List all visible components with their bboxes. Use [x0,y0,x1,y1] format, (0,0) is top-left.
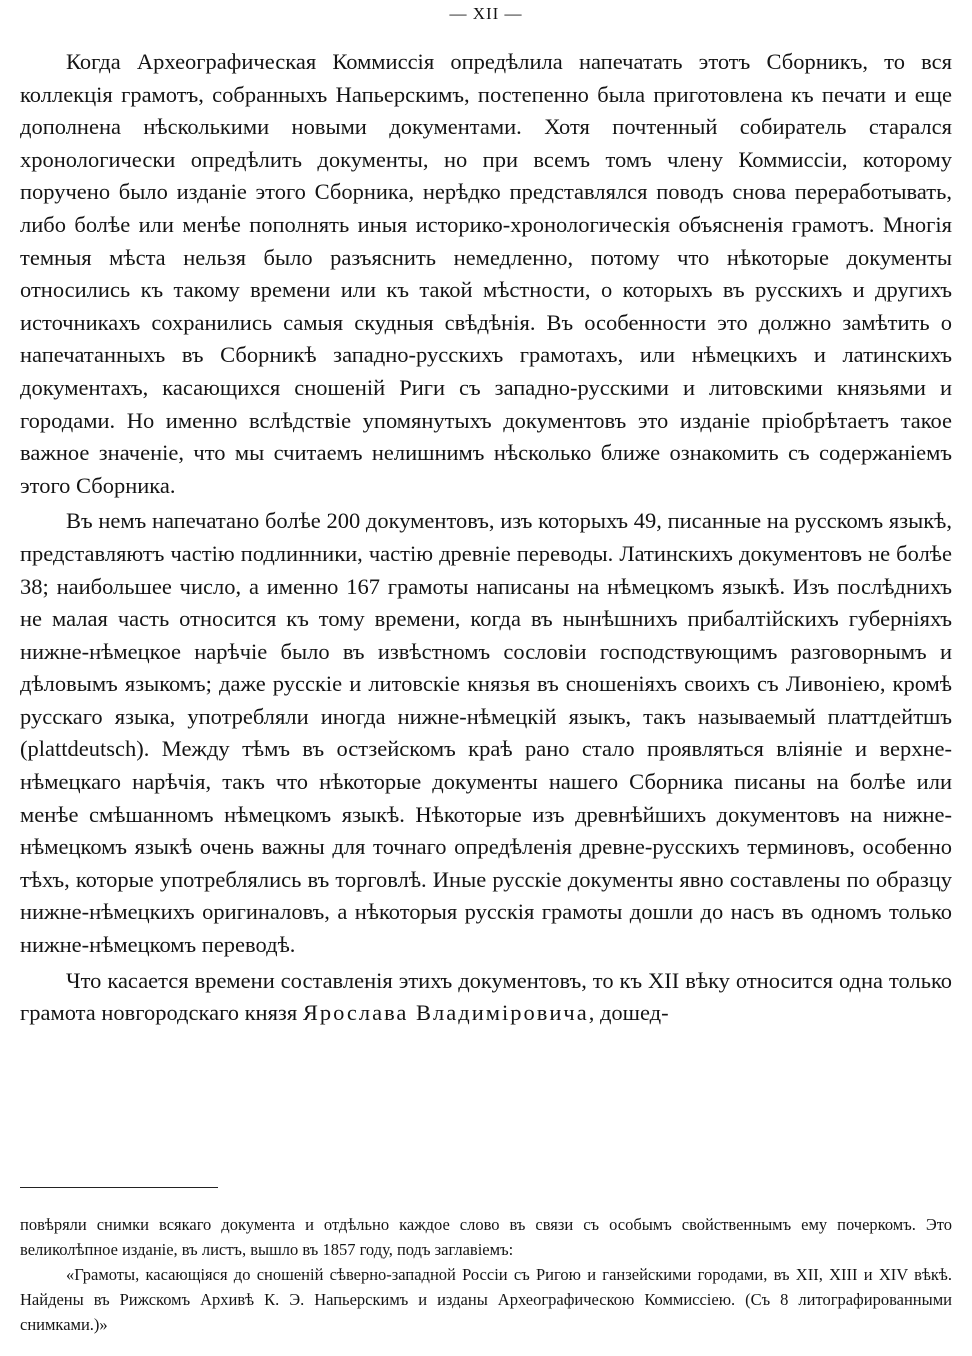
footnote-title-quote: «Грамоты, касающіяся до сношеній сѣверно-западной Россіи съ Ригою и ганзейскими городами, въ XII, XIII и XIV вѣкѣ. Найдены въ Рижскомъ Архивѣ К. Э. Напьерскимъ и изданы Археографическою Коммиссіею. (Съ 8 литографированными снимками.)» [20,1265,952,1334]
paragraph-3 [20,965,952,1030]
footnote [20,1212,952,1337]
running-head-page-number: — XII — [449,4,523,23]
footnote-separator [20,1187,218,1188]
paragraph-3-lead: Что касается времени составленія этихъ документовъ, то къ XII вѣку относится одна только грамота новгородскаго князя [20,967,952,1026]
paragraph-1: Когда Археографическая Коммиссія опредѣлила напечатать этотъ Сборникъ, то вся коллекція грамотъ, собранныхъ Напьерскимъ, постепенно была приготовлена къ печати и еще дополнена нѣсколькими новыми документами. Хотя почтенный собиратель старался хронологически опредѣлить документы, но при всемъ томъ члену Коммиссіи, которому поручено было изданіе этого Сборника, нерѣдко представлялся поводъ снова переработывать, либо болѣе или менѣе пополнять иныя историко-хронологическія объясненія грамотъ. Многія темныя мѣста нельзя было разъяснить немедленно, потому что нѣкоторые документы относились къ такому времени или къ такой мѣстности, о которыхъ въ русскихъ и другихъ источникахъ сохранились самыя скудныя свѣдѣнія. Въ особенности это должно замѣтить о напечатанныхъ въ Сборникѣ западно-русскихъ грамотахъ, или нѣмецкихъ и латинскихъ документахъ, касающихся сношеній Риги съ западно-русскими и литовскими князьями и городами. Но именно вслѣдствіе упомянутыхъ документовъ это изданіе пріобрѣтаетъ такое важное значеніе, что мы считаемъ нелишнимъ нѣсколько ближе ознакомить съ содержаніемъ этого Сборника. [20,49,952,498]
paragraph-2: Въ немъ напечатано болѣе 200 документовъ, изъ которыхъ 49, писанные на русскомъ языкѣ, представляютъ частію подлинники, частію древніе переводы. Латинскихъ документовъ не болѣе 38; наибольшее число, а именно 167 грамоты написаны на нѣмецкомъ языкѣ. Изъ послѣднихъ не малая часть относится къ тому времени, когда въ нынѣшнихъ прибалтійскихъ губерніяхъ нижне-нѣмецкое нарѣчіе было въ извѣстномъ сословіи господствующимъ разговорнымъ и дѣловымъ языкомъ; даже русскіе и литовскіе князья въ сношеніяхъ своихъ съ Ливоніею, кромѣ русскаго языка, употребляли иногда нижне-нѣмецкій языкъ, такъ называемый платтдейтшъ (plattdeutsch). Между тѣмъ въ остзейскомъ краѣ рано стало проявляться вліяніе и верхне-нѣмецкаго нарѣчія, такъ что нѣкоторые документы нашего Сборника писаны на болѣе или менѣе смѣшанномъ нѣмецкомъ языкѣ. Нѣкоторые изъ древнѣйшихъ документовъ на нижне-нѣмецкомъ языкѣ очень важны для точнаго опредѣленія древне-русскихъ терминовъ, особенно тѣхъ, которые употреблялись въ торговлѣ. Иные русскіе документы явно составлены по образцу нижне-нѣмецкихъ оригиналовъ, а нѣкоторыя русскія грамоты дошли до насъ въ одномъ только нижне-нѣмецкомъ переводѣ. [20,508,952,958]
main-text [20,46,952,1030]
paragraph-3-tail: , дошед- [588,1000,669,1026]
footnote-continuation: повѣряли снимки всякаго документа и отдѣльно каждое слово въ связи съ особымъ свойственнымъ ему почеркомъ. Это великолѣпное изданіе, въ листъ, вышло въ 1857 году, подъ заглавіемъ: [20,1215,952,1259]
prince-name: Ярослава Владиміровича [302,1000,589,1026]
